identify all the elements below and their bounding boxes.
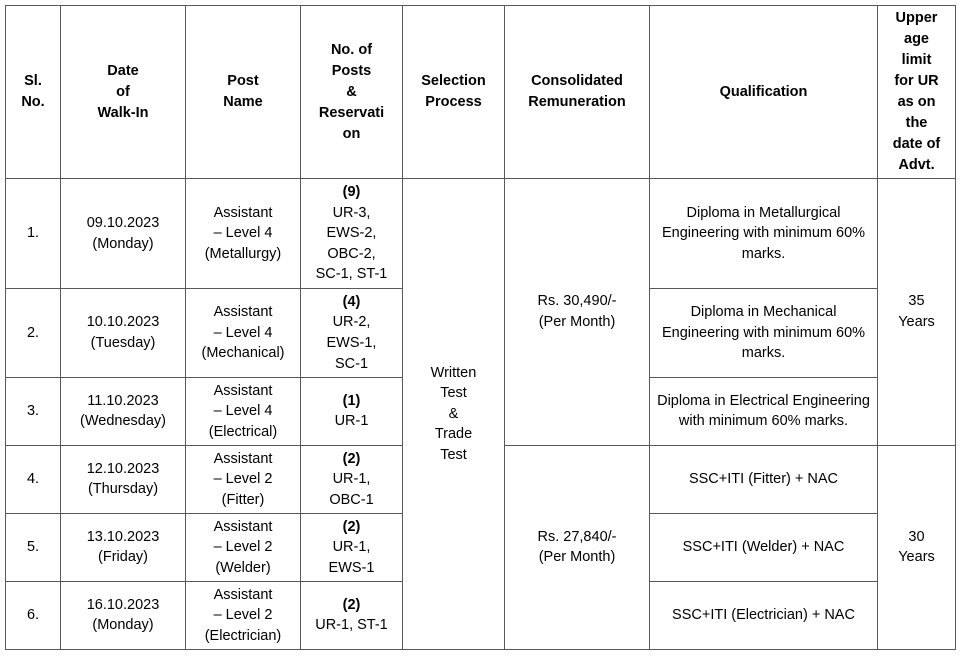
cell-sl-no: 4. bbox=[6, 445, 61, 513]
cell-upper-age-limit: 35 Years bbox=[878, 179, 956, 446]
table-row bbox=[6, 179, 956, 289]
cell-posts-reservation bbox=[301, 289, 403, 378]
cell-qualification: SSC+ITI (Fitter) + NAC bbox=[650, 445, 878, 513]
cell-date-of-walk-in: 12.10.2023 (Thursday) bbox=[61, 445, 186, 513]
header-cell-upper-age-limit: Upper age limit for UR as on the date of Advt. bbox=[878, 6, 956, 179]
table-body bbox=[6, 179, 956, 650]
posts-total: (9) bbox=[342, 184, 361, 201]
cell-post-name: Assistant – Level 4 (Metallurgy) bbox=[186, 179, 301, 289]
posts-reservation-detail: UR-1, OBC-1 bbox=[329, 471, 374, 508]
cell-date-of-walk-in: 16.10.2023 (Monday) bbox=[61, 581, 186, 649]
header-cell-selection-process: Selection Process bbox=[403, 6, 505, 179]
posts-reservation-detail: UR-1 bbox=[334, 413, 369, 430]
table-header bbox=[6, 6, 956, 179]
cell-sl-no: 6. bbox=[6, 581, 61, 649]
cell-upper-age-limit: 30 Years bbox=[878, 445, 956, 649]
cell-remuneration: Rs. 27,840/- (Per Month) bbox=[505, 445, 650, 649]
posts-reservation-detail: UR-1, ST-1 bbox=[315, 617, 388, 634]
cell-post-name: Assistant – Level 2 (Fitter) bbox=[186, 445, 301, 513]
posts-total: (2) bbox=[342, 596, 361, 613]
cell-qualification: Diploma in Metallurgical Engineering with minimum 60% marks. bbox=[650, 179, 878, 289]
cell-date-of-walk-in: 09.10.2023 (Monday) bbox=[61, 179, 186, 289]
cell-date-of-walk-in: 11.10.2023 (Wednesday) bbox=[61, 378, 186, 446]
cell-sl-no: 2. bbox=[6, 289, 61, 378]
posts-total: (2) bbox=[342, 518, 361, 535]
cell-sl-no: 1. bbox=[6, 179, 61, 289]
cell-remuneration: Rs. 30,490/- (Per Month) bbox=[505, 179, 650, 446]
header-cell-post-name: Post Name bbox=[186, 6, 301, 179]
posts-total: (4) bbox=[342, 293, 361, 310]
cell-sl-no: 5. bbox=[6, 513, 61, 581]
header-cell-sl-no: Sl. No. bbox=[6, 6, 61, 179]
posts-reservation-detail: UR-2, EWS-1, SC-1 bbox=[326, 314, 377, 372]
cell-posts-reservation bbox=[301, 513, 403, 581]
header-cell-qualification: Qualification bbox=[650, 6, 878, 179]
cell-qualification: Diploma in Electrical Engineering with minimum 60% marks. bbox=[650, 378, 878, 446]
cell-post-name: Assistant – Level 4 (Mechanical) bbox=[186, 289, 301, 378]
cell-posts-reservation bbox=[301, 378, 403, 446]
posts-total: (1) bbox=[342, 392, 361, 409]
cell-posts-reservation bbox=[301, 445, 403, 513]
posts-reservation-detail: UR-1, EWS-1 bbox=[328, 539, 375, 576]
header-cell-date-of-walk-in: Date of Walk-In bbox=[61, 6, 186, 179]
cell-date-of-walk-in: 13.10.2023 (Friday) bbox=[61, 513, 186, 581]
cell-qualification: Diploma in Mechanical Engineering with minimum 60% marks. bbox=[650, 289, 878, 378]
posts-total: (2) bbox=[342, 450, 361, 467]
cell-sl-no: 3. bbox=[6, 378, 61, 446]
cell-posts-reservation bbox=[301, 179, 403, 289]
cell-qualification: SSC+ITI (Welder) + NAC bbox=[650, 513, 878, 581]
cell-selection-process: Written Test & Trade Test bbox=[403, 179, 505, 650]
posts-reservation-detail: UR-3, EWS-2, OBC-2, SC-1, ST-1 bbox=[315, 204, 388, 283]
cell-post-name: Assistant – Level 2 (Electrician) bbox=[186, 581, 301, 649]
header-row bbox=[6, 6, 956, 179]
cell-posts-reservation bbox=[301, 581, 403, 649]
cell-date-of-walk-in: 10.10.2023 (Tuesday) bbox=[61, 289, 186, 378]
header-cell-posts-reservation: No. of Posts & Reservati on bbox=[301, 6, 403, 179]
cell-post-name: Assistant – Level 2 (Welder) bbox=[186, 513, 301, 581]
header-cell-remuneration: Consolidated Remuneration bbox=[505, 6, 650, 179]
cell-qualification: SSC+ITI (Electrician) + NAC bbox=[650, 581, 878, 649]
cell-post-name: Assistant – Level 4 (Electrical) bbox=[186, 378, 301, 446]
walk-in-recruitment-table bbox=[5, 5, 956, 650]
